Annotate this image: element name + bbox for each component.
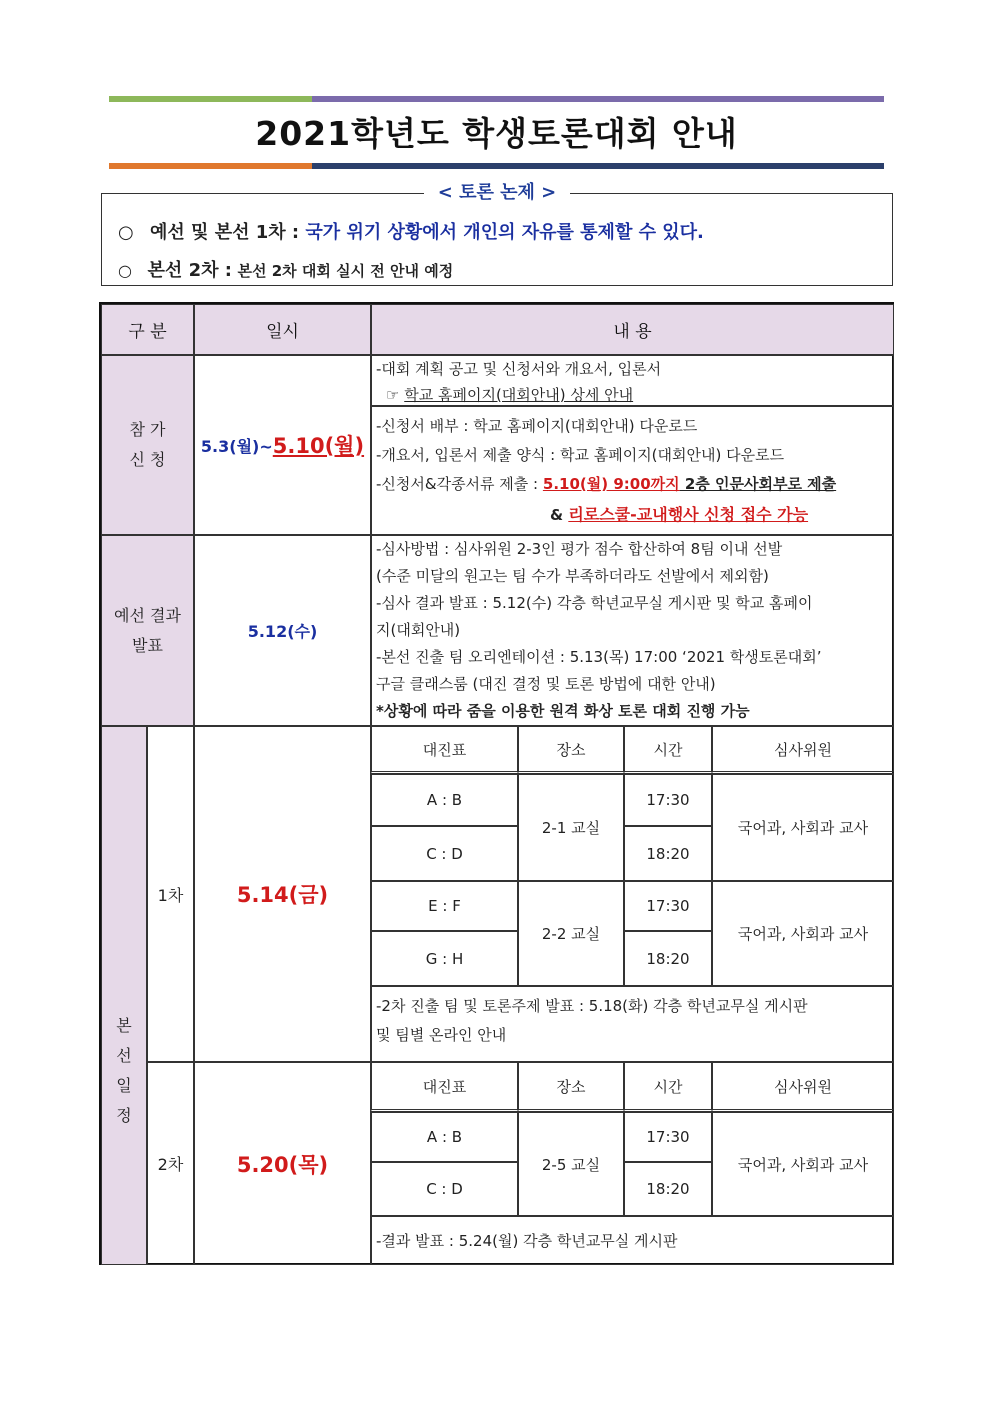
finals-label: 본 선 일 정 [101,726,147,1265]
topic-line-1-text: 국가 위기 상황에서 개인의 자유를 통제할 수 있다. [305,222,704,243]
topic-line-2 [118,256,453,282]
title-top-bar [109,96,884,102]
prelim-date: 5.12(수) [194,535,371,726]
round1-header-matchup: 대진표 [371,726,518,774]
time-cell: 17:30 [624,774,712,826]
round2-header-place: 장소 [518,1062,624,1112]
prelim-note: *상황에 따라 줌을 이용한 원격 화상 토론 대회 진행 가능 [376,702,750,720]
page-title: 2021학년도 학생토론대회 안내 [255,114,738,153]
round2-label: 2차 [147,1062,194,1265]
round2-header-judges: 심사위원 [712,1062,894,1112]
round2-header-time: 시간 [624,1062,712,1112]
round1-note: -2차 진출 팀 및 토론주제 발표 : 5.18(화) 각층 학년교무실 게시판 및 팀별 온라인 안내 [371,986,894,1062]
round2-note: -결과 발표 : 5.24(월) 각층 학년교무실 게시판 [371,1216,894,1265]
round1-header-time: 시간 [624,726,712,774]
header-date: 일시 [194,304,371,355]
topic-line-1-label: 예선 및 본선 1차 : [150,222,300,243]
place-cell: 2-5 교실 [518,1112,624,1216]
topic-legend: < 토론 논제 > [424,181,570,205]
prelim-label: 예선 결과 발표 [101,535,194,726]
judges-cell: 국어과, 사회과 교사 [712,881,894,986]
round2-date: 5.20(목) [194,1062,371,1265]
match-cell: A : B [371,1112,518,1162]
topic-box [101,182,893,286]
round2-header-matchup: 대진표 [371,1062,518,1112]
round1-header-place: 장소 [518,726,624,774]
match-cell: G : H [371,931,518,986]
apply-date: 5.3(월)~ 5.10(월) [194,355,371,535]
topic-line-2-label: 본선 2차 : [147,260,232,281]
judges-cell: 국어과, 사회과 교사 [712,1112,894,1216]
judges-cell: 국어과, 사회과 교사 [712,774,894,881]
prelim-content: -심사방법 : 심사위원 2-3인 평가 점수 합산하여 8팀 이내 선발 (수준 미달의 원고는 팀 수가 부족하더라도 선발에서 제외함) -심사 결과 발표 : 5.12(수) 각층 학년교무실 게시판 및 학교 홈페이 지(대회안내) -본선 진출 팀 오리엔테이션 : 5.13(목) 17:00 ‘2021 학생토론대회’ 구글 클래스룸 (대진 결정 및 토론 방법에 대한 안내) *상황에 따라 줌을 이용한 원격 화상 토론 대회 진행 가능 [371,535,894,726]
place-cell: 2-2 교실 [518,881,624,986]
place-cell: 2-1 교실 [518,774,624,881]
match-cell: C : D [371,1162,518,1216]
topic-line-2-text: 본선 2차 대회 실시 전 안내 예정 [237,262,454,280]
header-content: 내 용 [371,304,894,355]
time-cell: 17:30 [624,881,712,931]
apply-block-1: -대회 계획 공고 및 신청서와 개요서, 입론서 ☞ 학교 홈페이지(대회안내) 상세 안내 [371,355,894,406]
bullet-icon: ○ [118,222,134,243]
time-cell: 18:20 [624,1162,712,1216]
time-cell: 17:30 [624,1112,712,1162]
title-bottom-bar [109,163,884,169]
match-cell: A : B [371,774,518,826]
match-cell: E : F [371,881,518,931]
topic-line-1 [118,218,704,244]
round1-date: 5.14(금) [194,726,371,1062]
schedule-table [99,302,894,1265]
round1-header-judges: 심사위원 [712,726,894,774]
header-category: 구 분 [101,304,194,355]
apply-label: 참 가 신 청 [101,355,194,535]
time-cell: 18:20 [624,931,712,986]
pointing-hand-icon: ☞ [386,386,400,404]
apply-block-2: -신청서 배부 : 학교 홈페이지(대회안내) 다운로드 -개요서, 입론서 제출 양식 : 학교 홈페이지(대회안내) 다운로드 -신청서&각종서류 제출 : 5.10(월) 9:00까지 2층 인문사회부로 제출 & 리로스쿨-교내행사 신청 접수 가능 [371,406,894,535]
time-cell: 18:20 [624,826,712,881]
bullet-icon: ○ [118,261,132,280]
round1-label: 1차 [147,726,194,1062]
match-cell: C : D [371,826,518,881]
